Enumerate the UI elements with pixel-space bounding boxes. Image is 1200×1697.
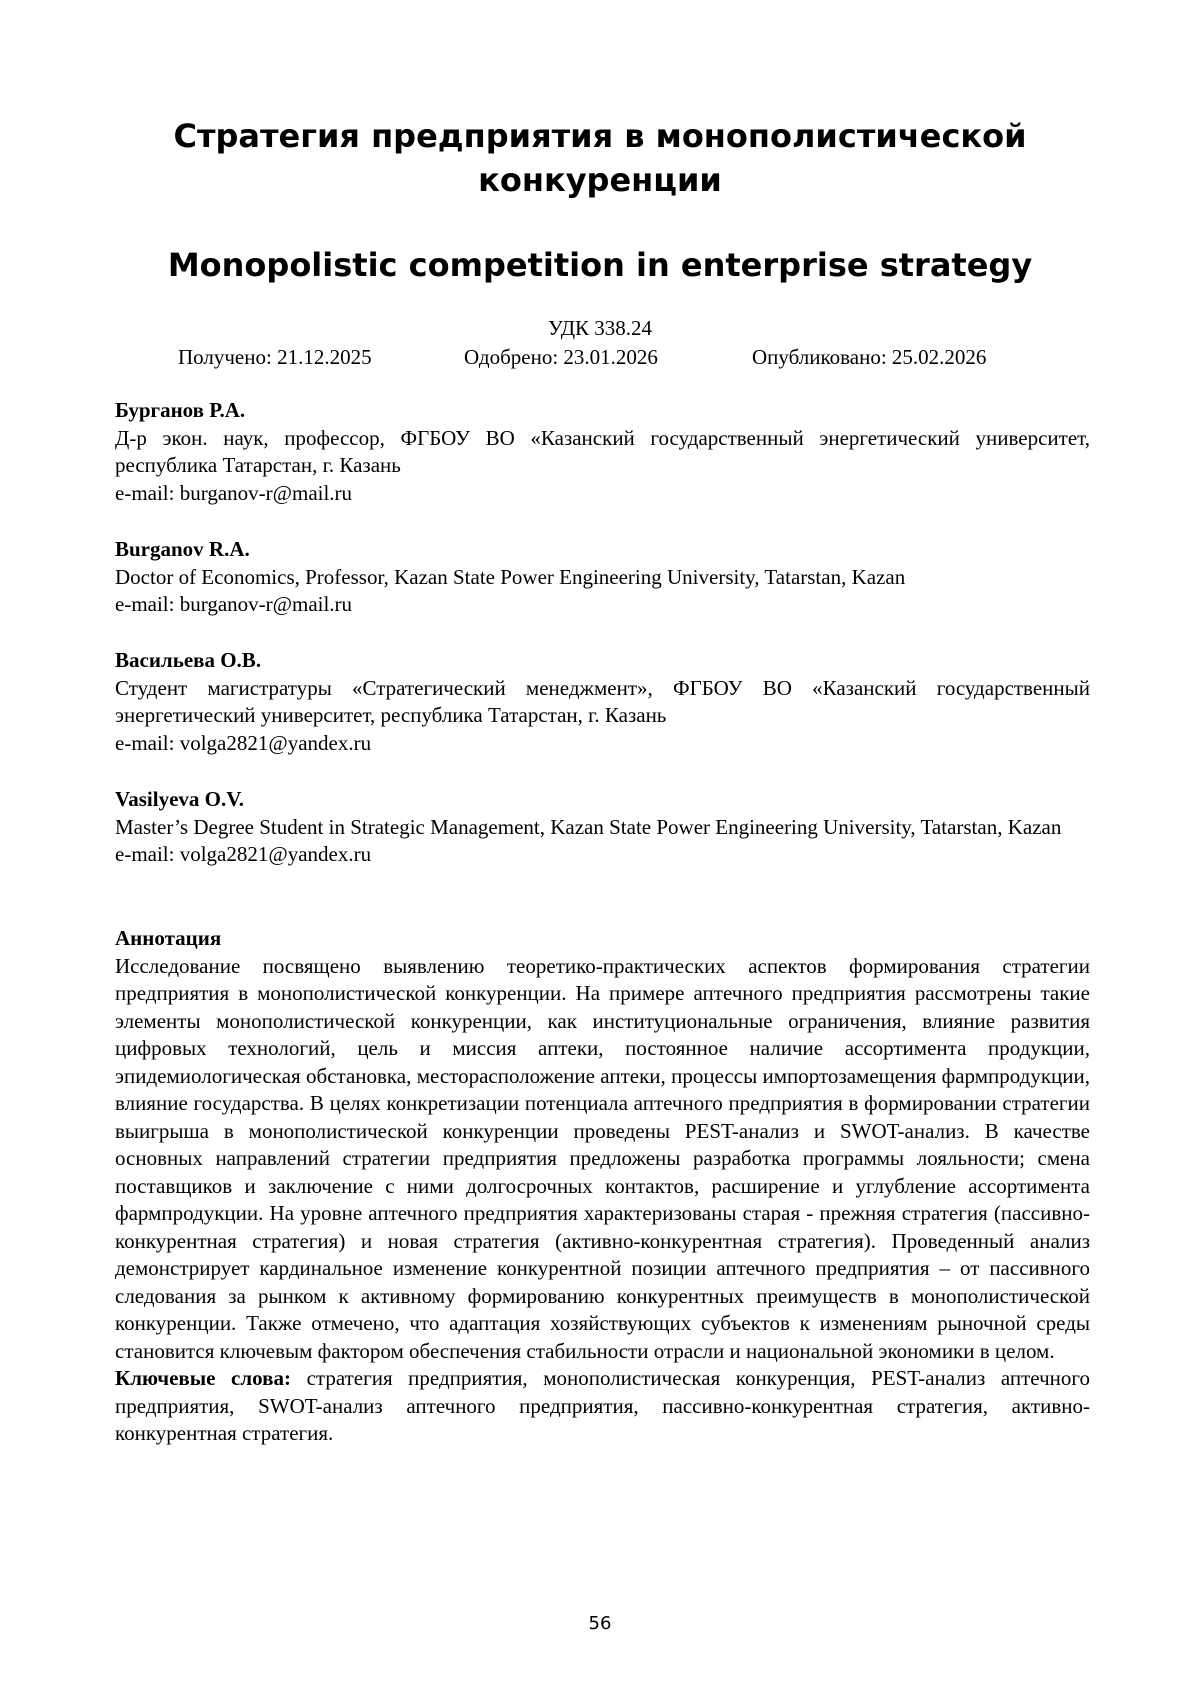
title-english: Monopolistic competition in enterprise strategy xyxy=(167,246,1033,284)
abstract-heading: Аннотация xyxy=(115,926,222,950)
author-email: e-mail: burganov-r@mail.ru xyxy=(115,592,353,616)
keywords-label: Ключевые слова: xyxy=(115,1366,291,1390)
author-name: Vasilyeva O.V. xyxy=(115,787,244,811)
author-block-vasilyeva-en xyxy=(115,786,1090,869)
keywords-text: стратегия предприятия, монополистическая конкуренция, PEST-анализ аптечного предприятия, SWOT-анализ аптечного предприятия, пассивно-конкурентная стратегия, активно-конкурентная стратегия. xyxy=(115,1366,1090,1445)
author-email: e-mail: volga2821@yandex.ru xyxy=(115,730,372,755)
author-affiliation: Студент магистратуры «Стратегический менеджмент», ФГБОУ ВО «Казанский государственный энергетический университет, республика Татарстан, г. Казань xyxy=(115,675,1090,727)
author-email: e-mail: burganov-r@mail.ru xyxy=(115,480,353,505)
author-block-burganov-en xyxy=(115,536,1090,619)
abstract-section xyxy=(115,925,1090,1448)
date-received: Получено: 21.12.2025 xyxy=(178,345,372,369)
author-name: Burganov R.A. xyxy=(115,537,250,561)
title-russian: Стратегия предприятия в монополистической конкуренции xyxy=(173,117,1027,199)
author-name: Бурганов Р.А. xyxy=(115,398,246,422)
keywords-paragraph xyxy=(115,1365,1090,1448)
author-block-vasilyeva-ru xyxy=(115,647,1090,757)
date-published: Опубликовано: 25.02.2026 xyxy=(752,345,987,369)
date-approved: Одобрено: 23.01.2026 xyxy=(464,345,658,369)
author-affiliation: Doctor of Economics, Professor, Kazan State Power Engineering University, Tatarstan, Kazan xyxy=(115,564,906,589)
udk-code: УДК 338.24 xyxy=(547,316,653,340)
author-affiliation: Master’s Degree Student in Strategic Management, Kazan State Power Engineering University, Tatarstan, Kazan xyxy=(115,814,1062,839)
author-block-burganov-ru xyxy=(115,397,1090,507)
author-email: e-mail: volga2821@yandex.ru xyxy=(115,842,372,866)
author-name: Васильева О.В. xyxy=(115,648,262,672)
page-number: 56 xyxy=(588,1613,612,1634)
abstract-text: Исследование посвящено выявлению теоретико-практических аспектов формирования стратегии предприятия в монополистической конкуренции. На примере аптечного предприятия рассмотрены такие элементы монополистической конкуренции, как институциональные ограничения, влияние развития цифровых технологий, цель и миссия аптеки, постоянное наличие ассортимента продукции, эпидемиологическая обстановка, месторасположение аптеки, процессы импортозамещения фармпродукции, влияние государства. В целях конкретизации потенциала аптечного предприятия в формировании стратегии выигрыша в монополистической конкуренции проведены PEST-анализ и SWOT-анализ. В качестве основных направлений стратегии предприятия предложены разработка программы лояльности; смена поставщиков и заключение с ними долгосрочных контактов, расширение и углубление ассортимента фармпродукции. На уровне аптечного предприятия характеризованы старая - прежняя стратегия (пассивно-конкурентная стратегия) и новая стратегия (активно-конкурентная стратегия). Проведенный анализ демонстрирует кардинальное изменение конкурентной позиции аптечного предприятия – от пассивного следования за рынком к активному формированию конкурентных преимуществ в монополистической конкуренции. Также отмечено, что адаптация хозяйствующих субъектов к изменениям рыночной среды становится ключевым фактором обеспечения стабильности отрасли и национальной экономики в целом. xyxy=(115,953,1090,1363)
author-affiliation: Д-р экон. наук, профессор, ФГБОУ ВО «Казанский государственный энергетический университет, республика Татарстан, г. Казань xyxy=(115,425,1090,477)
